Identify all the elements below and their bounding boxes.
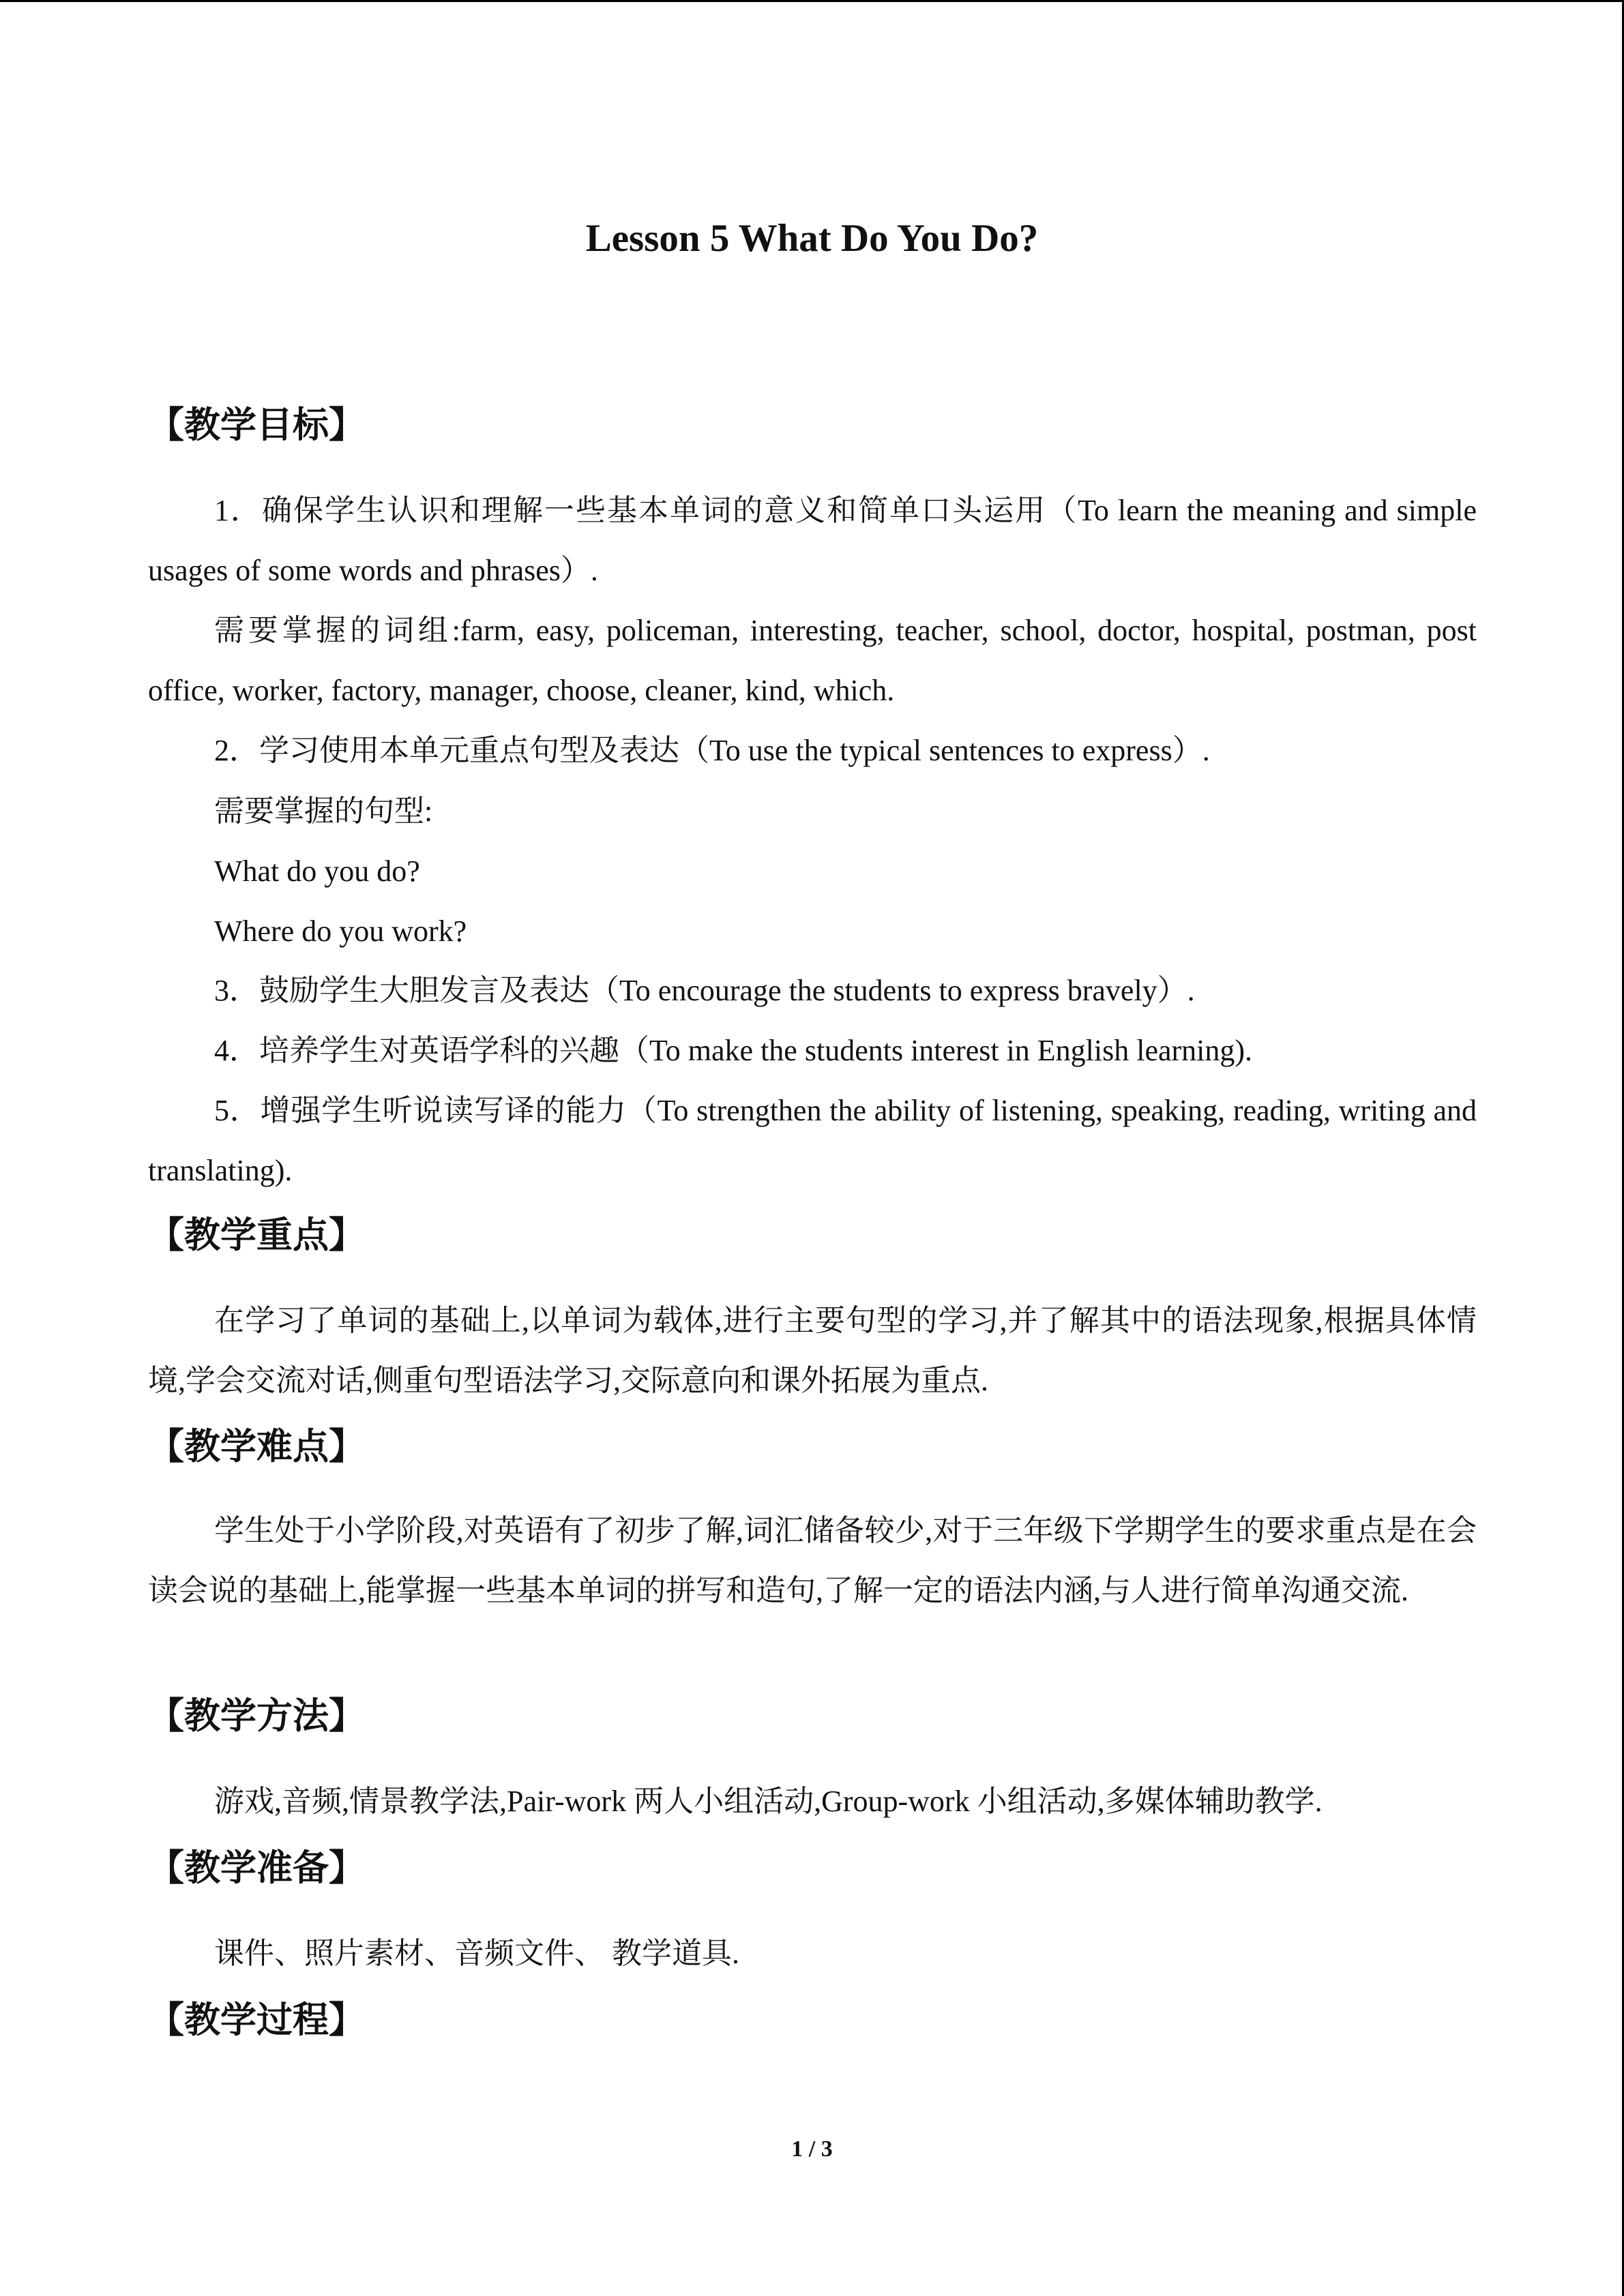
page-number: 1 / 3 [791,2136,833,2162]
goal-item-1: 1．确保学生认识和理解一些基本单词的意义和简单口头运用（To learn the meaning and simple usages of some words and phrases）. [148,494,1477,587]
heading-teaching-goals: 【教学目标】 [148,404,365,446]
goal-item-5: 5．增强学生听说读写译的能力（To strengthen the ability of listening, speaking, reading, writing and translating). [148,1094,1477,1187]
heading-difficulties: 【教学难点】 [148,1426,365,1467]
difficulties-text: 学生处于小学阶段,对英语有了初步了解,词汇储备较少,对于三年级下学期学生的要求重点是在会读会说的基础上,能掌握一些基本单词的拼写和造句,了解一定的语法内涵,与人进行简单沟通交流. [148,1514,1477,1607]
goal-item-3: 3．鼓励学生大胆发言及表达（To encourage the students to express bravely）. [214,974,1195,1007]
teaching-methods-text: 游戏,音频,情景教学法,Pair-work 两人小组活动,Group-work 小组活动,多媒体辅助教学. [214,1785,1323,1818]
key-sentence-2: Where do you work? [214,914,467,948]
heading-key-points: 【教学重点】 [148,1214,365,1256]
heading-preparation: 【教学准备】 [148,1847,365,1889]
heading-teaching-process: 【教学过程】 [148,1999,365,2041]
goal-item-4: 4．培养学生对英语学科的兴趣（To make the students interest in English learning). [214,1034,1253,1067]
goal-item-2: 2．学习使用本单元重点句型及表达（To use the typical sentences to express）. [214,734,1210,767]
page-title: Lesson 5 What Do You Do? [585,217,1039,260]
goal-item-2-subheading: 需要掌握的句型: [214,794,433,828]
goal-item-1-vocabulary: 需要掌握的词组:farm, easy, policeman, interesting, teacher, school, doctor, hospital, postman, post office, worker, factory, manager, choose, cleaner, kind, which. [148,614,1477,707]
key-points-text: 在学习了单词的基础上,以单词为载体,进行主要句型的学习,并了解其中的语法现象,根据具体情境,学会交流对话,侧重句型语法学习,交际意向和课外拓展为重点. [148,1304,1477,1397]
preparation-text: 课件、照片素材、音频文件、 教学道具. [214,1937,739,1970]
key-sentence-1: What do you do? [214,854,420,888]
heading-teaching-methods: 【教学方法】 [148,1695,365,1737]
